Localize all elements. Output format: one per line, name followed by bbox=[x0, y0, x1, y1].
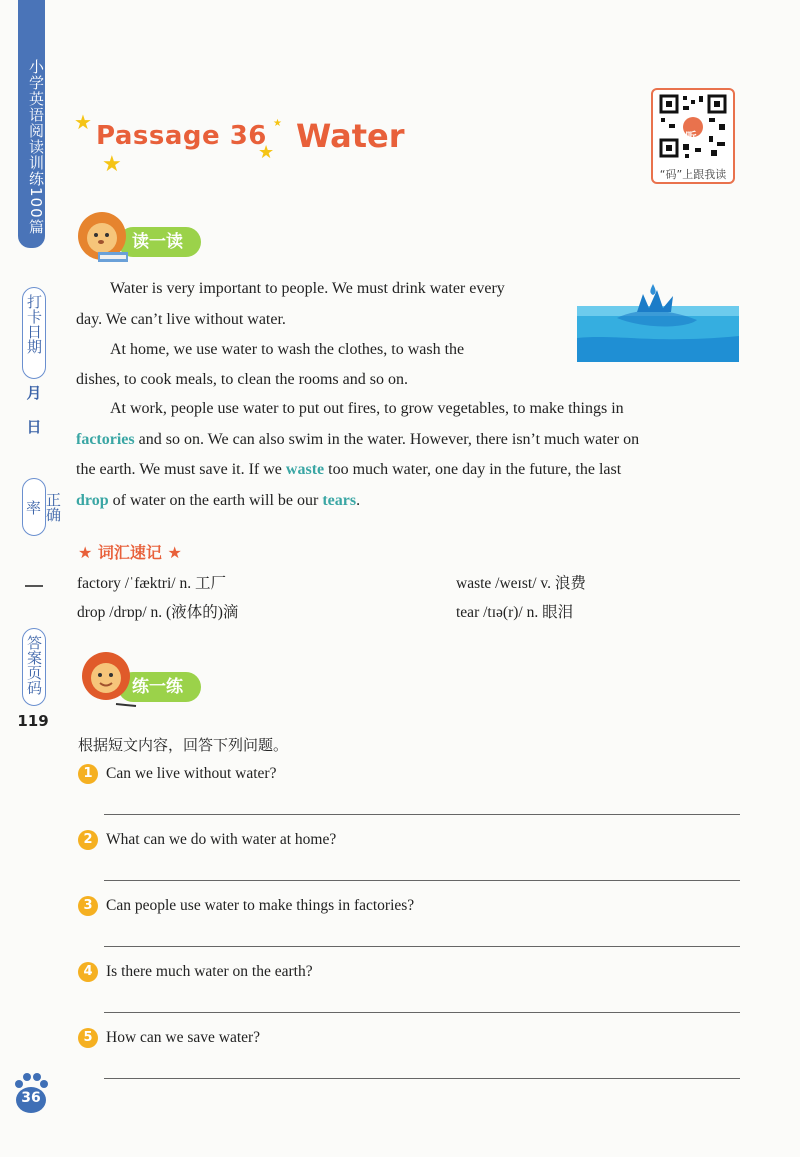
p3-line3a: the earth. We must save it. If we bbox=[76, 461, 286, 478]
star-icon: ★ bbox=[74, 110, 92, 134]
paragraph-2: At home, we use water to wash the clothes, to wash the bbox=[110, 341, 465, 358]
day-label: 日 bbox=[26, 418, 42, 436]
vocab-item: factory /ˈfæktri/ n. 工厂 bbox=[77, 575, 226, 592]
qr-pattern-icon bbox=[653, 90, 733, 164]
checkin-text: 打卡日期 bbox=[25, 294, 43, 354]
lion-reading-icon bbox=[72, 206, 134, 268]
question-text: Is there much water on the earth? bbox=[106, 963, 313, 980]
page-number: 36 bbox=[21, 1090, 41, 1106]
answer-line[interactable] bbox=[104, 1078, 740, 1079]
paragraph-1-cont: day. We can’t live without water. bbox=[76, 311, 286, 328]
question-number-badge: 1 bbox=[78, 764, 98, 784]
answer-line[interactable] bbox=[104, 946, 740, 947]
lion-writing-icon bbox=[76, 648, 138, 710]
accuracy-label bbox=[22, 478, 62, 536]
question-number-badge: 4 bbox=[78, 962, 98, 982]
practice-badge-label: 练一练 bbox=[118, 672, 201, 702]
question-text: How can we save water? bbox=[106, 1029, 261, 1046]
checkin-label bbox=[22, 287, 46, 379]
question-number-badge: 2 bbox=[78, 830, 98, 850]
accuracy-blank bbox=[25, 585, 43, 587]
p3-line4b: . bbox=[356, 492, 361, 509]
vocab-item: waste /weɪst/ v. 浪费 bbox=[456, 575, 586, 592]
answer-line[interactable] bbox=[104, 880, 740, 881]
month-label: 月 bbox=[26, 384, 42, 402]
vocab-heading: ★ 词汇速记 ★ bbox=[78, 543, 182, 562]
keyword-tears: tears bbox=[322, 492, 357, 509]
passage-title: Water bbox=[296, 117, 405, 155]
paragraph-3-line4 bbox=[76, 486, 740, 516]
question-number-badge: 5 bbox=[78, 1028, 98, 1048]
vocab-item: tear /tɪə(r)/ n. 眼泪 bbox=[456, 604, 574, 621]
paragraph-2-cont: dishes, to cook meals, to clean the rooms and so on. bbox=[76, 371, 408, 388]
p3-line2-text: and so on. We can also swim in the water. However, there isn’t much water on bbox=[134, 431, 640, 448]
keyword-waste: waste bbox=[285, 461, 325, 478]
exercise-instruction: 根据短文内容，回答下列问题。 bbox=[78, 736, 289, 754]
paragraph-3-line1: At work, people use water to put out fires, to grow vegetables, to make things in bbox=[110, 400, 624, 417]
accuracy-text: 正确率 bbox=[24, 492, 62, 522]
read-badge-label: 读一读 bbox=[118, 227, 201, 257]
keyword-drop: drop bbox=[76, 492, 109, 509]
answer-line[interactable] bbox=[104, 814, 740, 815]
passage-number: Passage 36 bbox=[96, 121, 267, 151]
answer-text: 答案页码 bbox=[25, 635, 43, 695]
answer-line[interactable] bbox=[104, 1012, 740, 1013]
p1-line1: Water is very important to people. We must drink water every bbox=[110, 280, 505, 297]
vocab-item: drop /drɒp/ n. (液体的)滴 bbox=[77, 604, 239, 621]
paragraph-3-line3 bbox=[76, 455, 740, 485]
series-title-tab: 小学英语阅读训练100篇 bbox=[18, 0, 45, 248]
paragraph-1 bbox=[76, 274, 566, 304]
question-text: Can people use water to make things in factories? bbox=[106, 897, 415, 914]
question-number-badge: 3 bbox=[78, 896, 98, 916]
answer-page-number: 119 bbox=[17, 712, 49, 730]
star-icon: ★ bbox=[102, 152, 122, 177]
answer-label bbox=[22, 628, 46, 706]
qr-caption: “码”上跟我读 bbox=[659, 168, 727, 181]
p3-line3b: too much water, one day in the future, the last bbox=[324, 461, 622, 478]
star-icon: ★ bbox=[273, 118, 282, 129]
p3-line4a: of water on the earth will be our bbox=[108, 492, 323, 509]
keyword-factories: factories bbox=[76, 431, 135, 448]
star-icon: ★ bbox=[258, 142, 275, 163]
listen-icon-label: 听 bbox=[685, 130, 697, 143]
question-text: Can we live without water? bbox=[106, 765, 277, 782]
paragraph-3-line2 bbox=[76, 425, 740, 455]
question-text: What can we do with water at home? bbox=[106, 831, 337, 848]
